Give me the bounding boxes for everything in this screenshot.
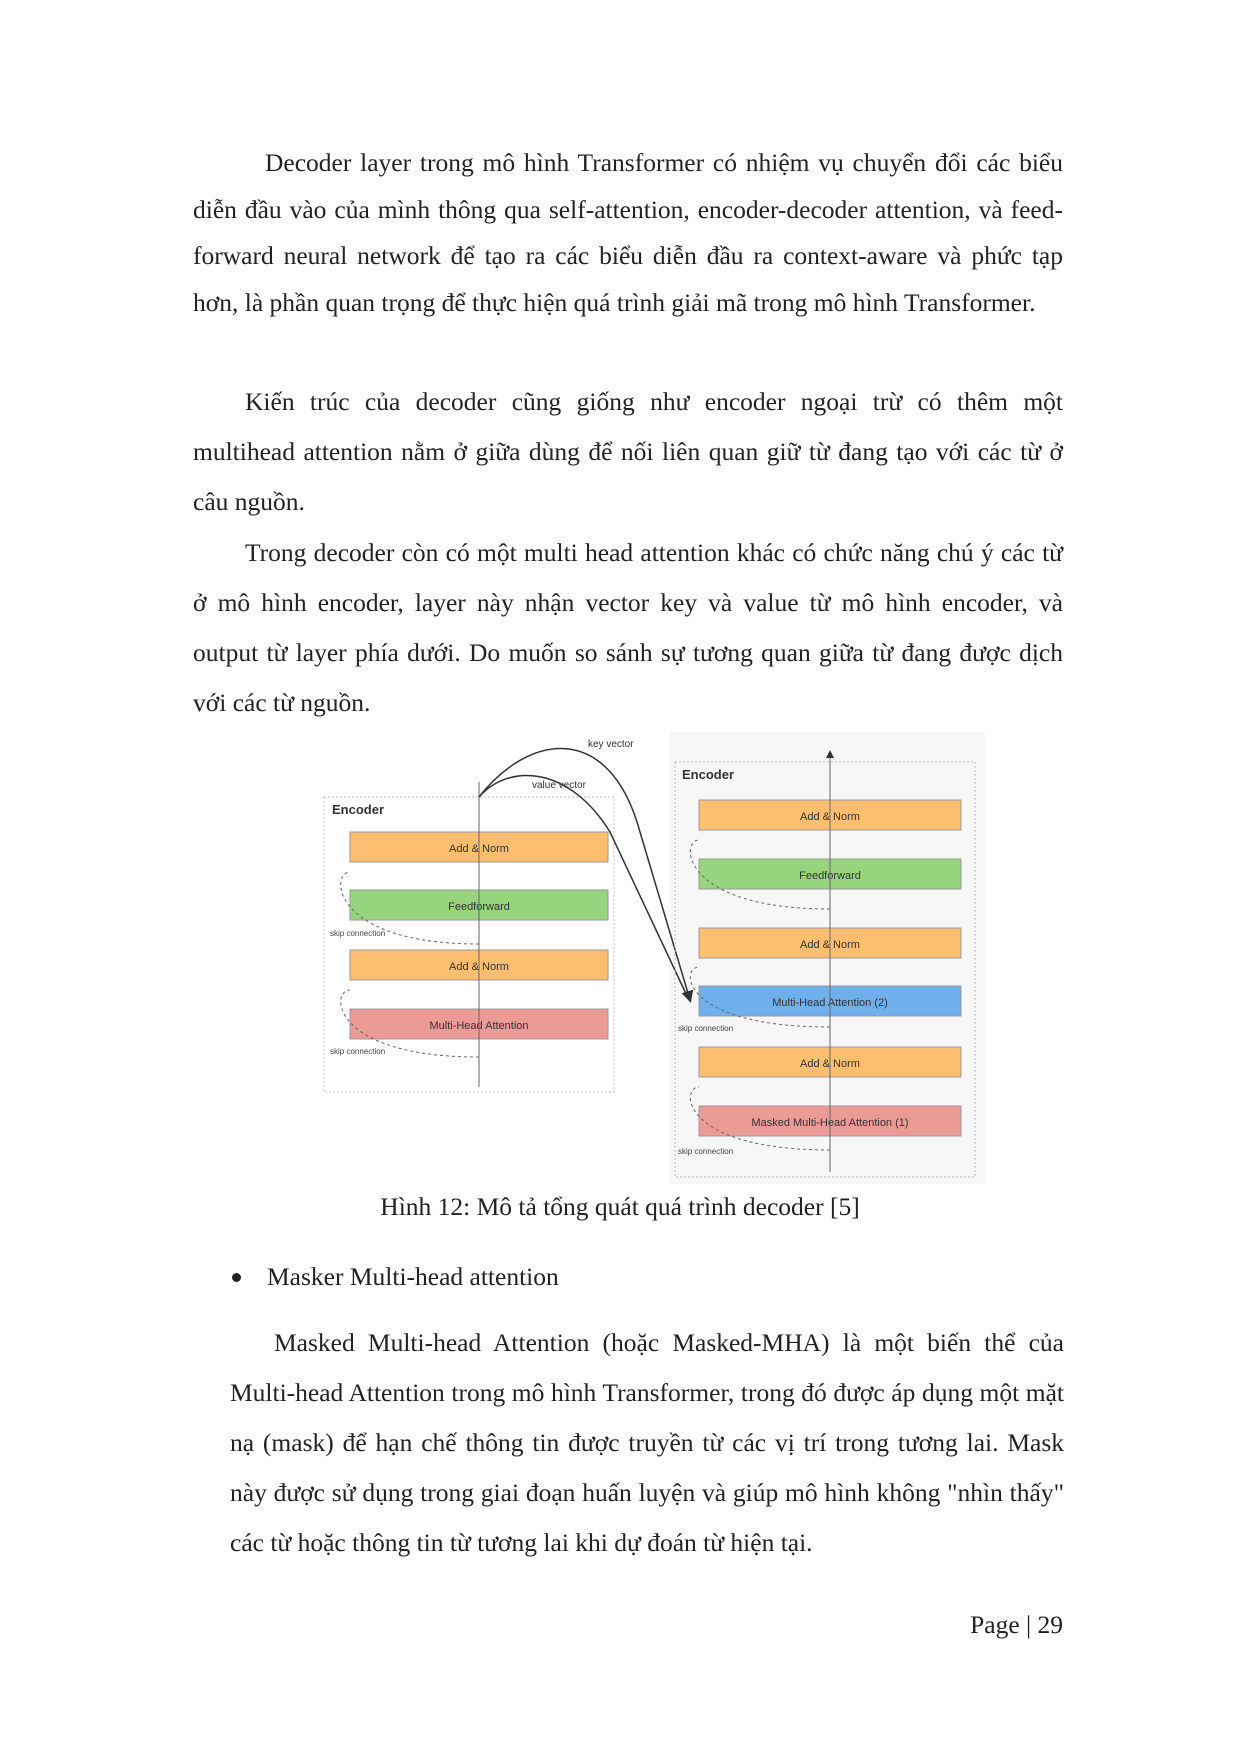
- left-add-norm-top-label: Add & Norm: [449, 843, 509, 855]
- decoder-diagram: [310, 722, 990, 1187]
- right-skip-label-1: skip connection: [678, 1024, 734, 1033]
- page-number: Page | 29: [970, 1610, 1063, 1639]
- paragraph-decoder-mha: Trong decoder còn có một multi head attention khác có chức năng chú ý các từ ở mô hình encoder, layer này nhận vector key và value từ mô hình encoder, và output từ layer phía dưới. Do muốn so sánh sự tương quan giữa từ đang được dịch với các từ nguồn.: [193, 538, 1063, 717]
- bullet-title: Masker Multi-head attention: [267, 1262, 559, 1291]
- right-add-norm-1-label: Add & Norm: [800, 811, 860, 823]
- right-add-norm-2-label: Add & Norm: [800, 939, 860, 951]
- paragraph-decoder-architecture: Kiến trúc của decoder cũng giống như encoder ngoại trừ có thêm một multihead attention nằm ở giữa dùng để nối liên quan giữ từ đang tạo với các từ ở câu nguồn.: [193, 387, 1063, 516]
- right-feedforward-label: Feedforward: [799, 870, 861, 882]
- key-vector-label: key vector: [588, 739, 634, 750]
- right-add-norm-3-label: Add & Norm: [800, 1058, 860, 1070]
- figure-caption: Hình 12: Mô tả tổng quát quá trình decoder [5]: [380, 1192, 860, 1221]
- decoder-figure: [310, 722, 990, 1187]
- right-mha-2-label: Multi-Head Attention (2): [772, 997, 888, 1009]
- right-encoder-title: Encoder: [682, 767, 735, 782]
- bullet-dot-icon: [232, 1273, 241, 1282]
- left-encoder-title: Encoder: [332, 802, 385, 817]
- value-vector-label: value vector: [532, 780, 586, 791]
- left-add-norm-bottom-label: Add & Norm: [449, 961, 509, 973]
- right-skip-label-2: skip connection: [678, 1147, 734, 1156]
- bullet-heading: [232, 1262, 559, 1292]
- left-mha-label: Multi-Head Attention: [429, 1020, 529, 1032]
- left-skip-label-1: skip connection: [330, 929, 386, 938]
- left-feedforward-label: Feedforward: [448, 901, 510, 913]
- right-masked-mha-1-label: Masked Multi-Head Attention (1): [751, 1117, 909, 1129]
- paragraph-masked-mha: Masked Multi-head Attention (hoặc Masked-MHA) là một biến thể của Multi-head Attention trong mô hình Transformer, trong đó được áp dụng một mặt nạ (mask) để hạn chế thông tin được truyền từ các vị trí trong tương lai. Mask này được sử dụng trong giai đoạn huấn luyện và giúp mô hình không "nhìn thấy" các từ hoặc thông tin từ tương lai khi dự đoán từ hiện tại.: [230, 1328, 1064, 1557]
- left-skip-label-2: skip connection: [330, 1047, 386, 1056]
- paragraph-decoder-layer: Decoder layer trong mô hình Transformer có nhiệm vụ chuyển đổi các biểu diễn đầu vào của mình thông qua self-attention, encoder-decoder attention, và feed-forward neural network để tạo ra các biểu diễn đầu ra context-aware và phức tạp hơn, là phần quan trọng để thực hiện quá trình giải mã trong mô hình Transformer.: [193, 148, 1063, 317]
